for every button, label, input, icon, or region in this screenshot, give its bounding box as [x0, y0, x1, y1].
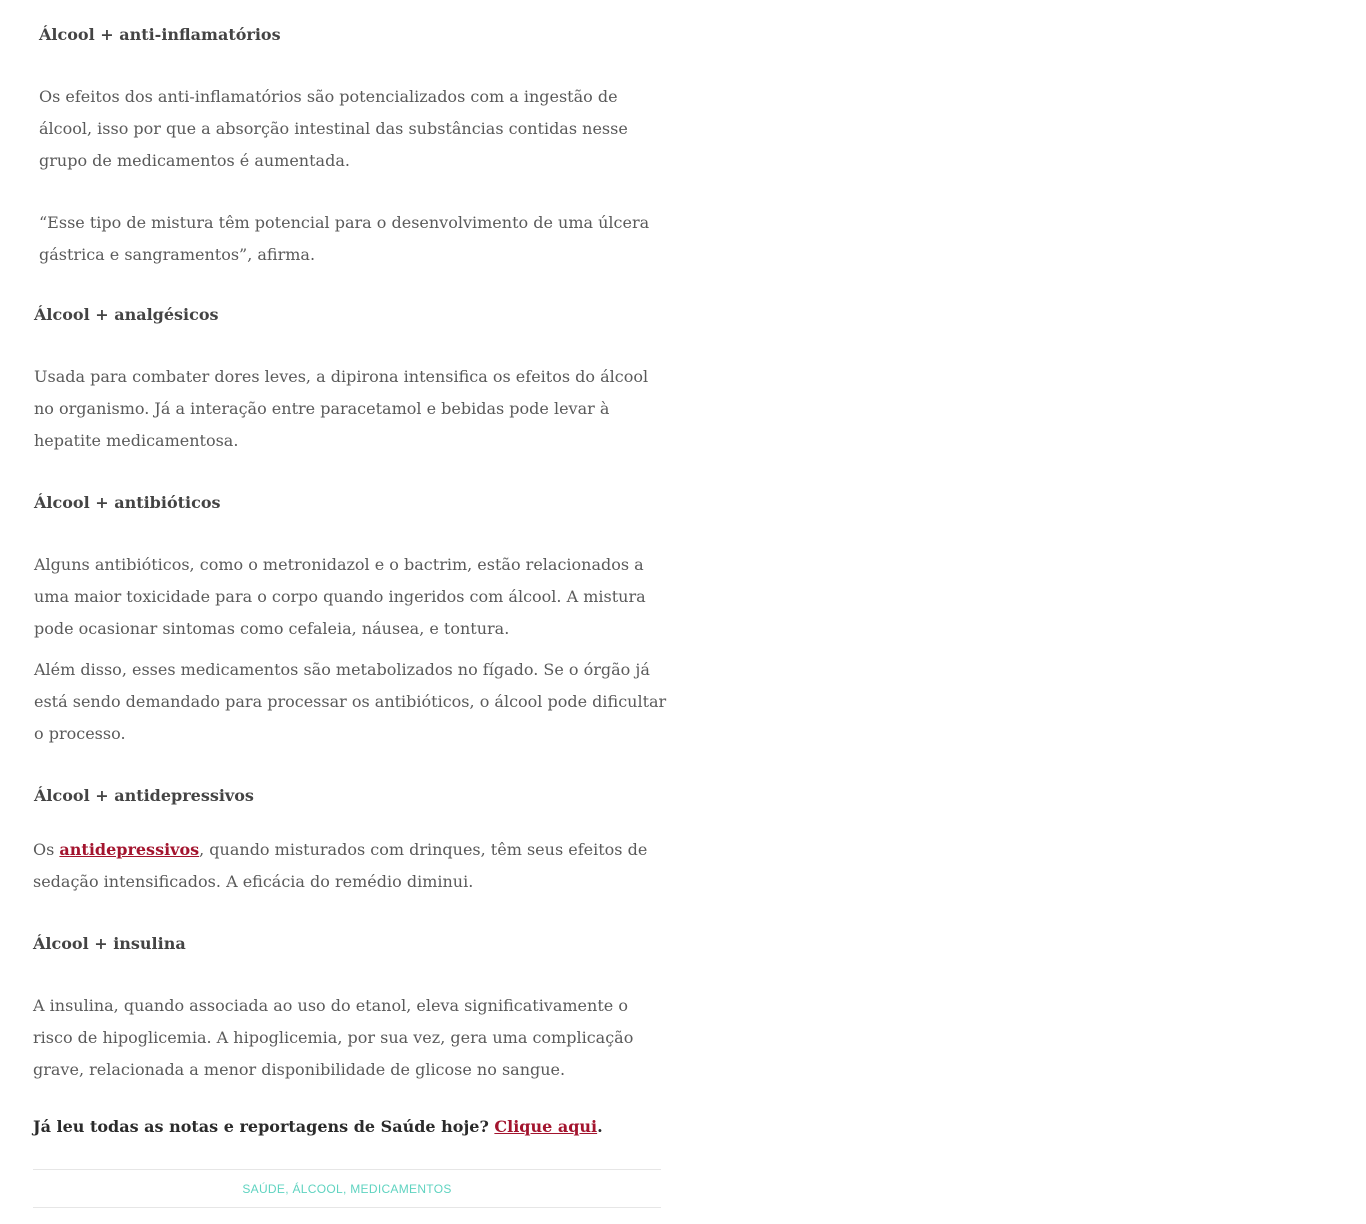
paragraph-antidepressivos-prefix: Os [33, 840, 60, 859]
antidepressivos-link[interactable]: antidepressivos [59, 840, 200, 859]
cta-text: Já leu todas as notas e reportagens de Saúde hoje? [33, 1117, 495, 1136]
cta-suffix: . [597, 1117, 603, 1136]
heading-analgesicos: Álcool + analgésicos [34, 305, 219, 324]
heading-antidepressivos: Álcool + antidepressivos [34, 786, 254, 805]
tag-alcool[interactable]: ÁLCOOL [292, 1181, 343, 1196]
paragraph-antidepressivos [33, 834, 668, 898]
heading-antibioticos: Álcool + antibióticos [34, 493, 221, 512]
heading-anti-inflamatorios: Álcool + anti-inflamatórios [39, 25, 281, 44]
heading-insulina: Álcool + insulina [33, 934, 186, 953]
read-more-cta [33, 1116, 603, 1138]
article-tags [33, 1169, 661, 1208]
paragraph-anti-inflamatorios-2: “Esse tipo de mistura têm potencial para o desenvolvimento de uma úlcera gástrica e sangramentos”, afirma. [39, 213, 650, 264]
tag-saude[interactable]: SAÚDE [242, 1181, 286, 1196]
paragraph-analgesicos: Usada para combater dores leves, a dipirona intensifica os efeitos do álcool no organismo. Já a interação entre paracetamol e bebidas pode levar à hepatite medicamentosa. [34, 367, 649, 450]
paragraph-insulina: A insulina, quando associada ao uso do etanol, eleva significativamente o risco de hipoglicemia. A hipoglicemia, por sua vez, gera uma complicação grave, relacionada a menor disponibilidade de glicose no sangue. [33, 996, 634, 1079]
tag-separator: , [285, 1181, 293, 1196]
tag-medicamentos[interactable]: MEDICAMENTOS [350, 1181, 452, 1196]
paragraph-antibioticos-2: Além disso, esses medicamentos são metabolizados no fígado. Se o órgão já está sendo demandado para processar os antibióticos, o álcool pode dificultar o processo. [34, 660, 667, 743]
clique-aqui-link[interactable]: Clique aqui [494, 1117, 598, 1136]
paragraph-anti-inflamatorios-1: Os efeitos dos anti-inflamatórios são potencializados com a ingestão de álcool, isso por que a absorção intestinal das substâncias contidas nesse grupo de medicamentos é aumentada. [39, 87, 628, 170]
tag-separator: , [342, 1181, 351, 1196]
paragraph-antibioticos-1: Alguns antibióticos, como o metronidazol e o bactrim, estão relacionados a uma maior toxicidade para o corpo quando ingeridos com álcool. A mistura pode ocasionar sintomas como cefaleia, náusea, e tontura. [34, 555, 646, 638]
paragraph-antidepressivos-suffix: , quando misturados com drinques, têm seus efeitos de sedação intensificados. A eficácia do remédio diminui. [33, 840, 648, 891]
